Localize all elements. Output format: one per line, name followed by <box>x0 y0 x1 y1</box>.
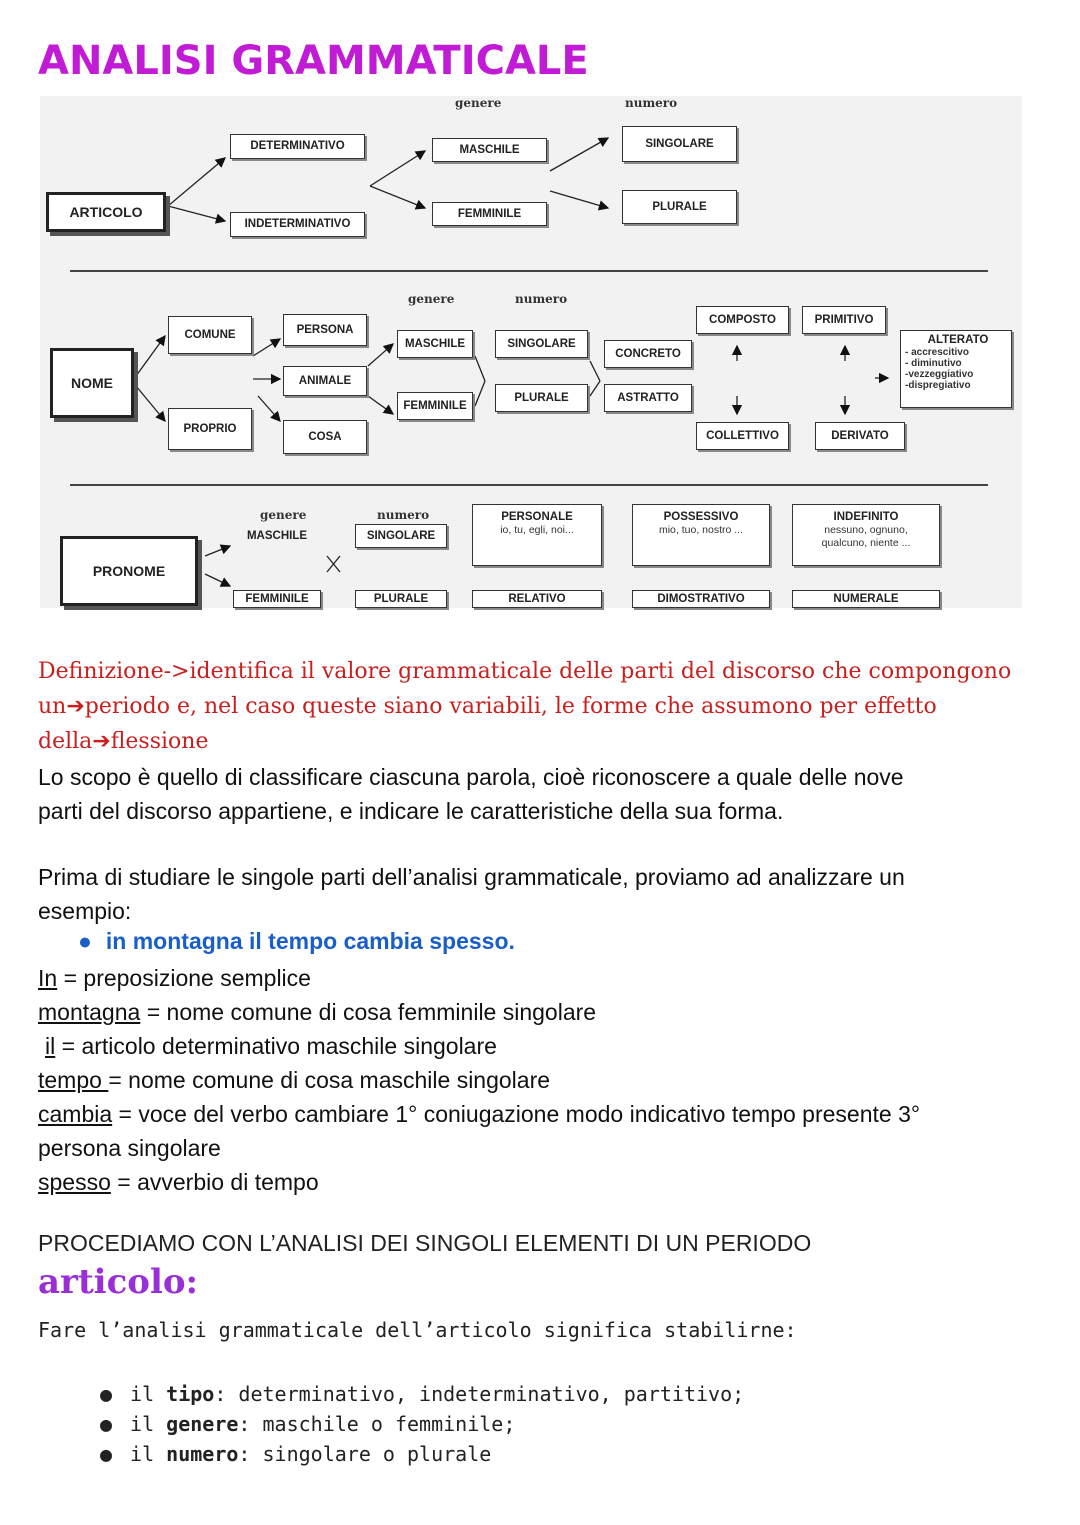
articolo-plurale-node: PLURALE <box>622 190 737 224</box>
astratto-node: ASTRATTO <box>604 384 692 412</box>
analysis-row <box>38 1063 920 1097</box>
bullet-post: : singolare o plurale <box>238 1442 492 1466</box>
dimostrativo-node: DIMOSTRATIVO <box>632 590 770 608</box>
indefinito-examples-2: qualcuno, niente ... <box>821 537 911 549</box>
pronome-singolare-node: SINGOLARE <box>355 524 447 548</box>
analysis-desc: = preposizione semplice <box>57 965 311 991</box>
bullet-post: : determinativo, indeterminativo, partitivo; <box>214 1382 745 1406</box>
indeterminativo-node: INDETERMINATIVO <box>230 212 365 237</box>
analysis-list <box>38 961 920 1199</box>
nome-node: NOME <box>50 348 134 418</box>
determinativo-node: DETERMINATIVO <box>230 134 365 159</box>
intro-line: Prima di studiare le singole parti dell’analisi grammaticale, proviamo ad analizzare un <box>38 864 905 890</box>
pronome-plurale-node: PLURALE <box>355 590 447 608</box>
articolo-maschile-node: MASCHILE <box>432 138 547 162</box>
personale-title: PERSONALE <box>501 511 573 523</box>
analysis-desc: = nome comune di cosa femminile singolare <box>140 999 597 1025</box>
articolo-bullet <box>100 1382 744 1406</box>
analysis-row <box>38 1097 920 1131</box>
derivato-node: DERIVATO <box>815 422 905 450</box>
analysis-row <box>38 1131 920 1165</box>
analysis-word: tempo <box>38 1067 109 1093</box>
collettivo-node: COLLETTIVO <box>696 422 789 450</box>
analysis-word: In <box>38 965 58 991</box>
indefinito-title: INDEFINITO <box>833 511 899 523</box>
nome-maschile-node: MASCHILE <box>397 330 473 358</box>
alterato-item: -dispregiativo <box>905 380 971 391</box>
definition-paragraph <box>38 654 1012 759</box>
comune-node: COMUNE <box>168 316 252 354</box>
articolo-singolare-node: SINGOLARE <box>622 126 737 162</box>
primitivo-node: PRIMITIVO <box>802 306 886 334</box>
animale-node: ANIMALE <box>283 366 367 396</box>
articolo-numero-label: numero <box>625 96 678 110</box>
articolo-node: ARTICOLO <box>46 192 166 232</box>
relativo-node: RELATIVO <box>472 590 602 608</box>
alterato-node <box>900 330 1012 408</box>
analysis-row <box>38 961 920 995</box>
bullet-icon: ● <box>100 1442 113 1466</box>
definition-line: della➔flessione <box>38 729 209 754</box>
separator <box>70 270 988 272</box>
proprio-node: PROPRIO <box>168 408 252 450</box>
alterato-item: -vezzeggiativo <box>905 369 974 380</box>
articolo-intro: Fare l’analisi grammaticale dell’articolo significa stabilirne: <box>38 1318 797 1342</box>
alterato-item: - diminutivo <box>905 358 962 369</box>
definition-line: un➔periodo e, nel caso queste siano variabili, le forme che assumono per effetto <box>38 694 937 719</box>
pronome-maschile-node: MASCHILE <box>246 529 308 542</box>
bullet-pre: il <box>130 1442 167 1466</box>
example-sentence <box>78 928 515 955</box>
bullet-key: numero <box>166 1442 239 1466</box>
pronome-femminile-node: FEMMINILE <box>233 590 321 608</box>
indefinito-examples-1: nessuno, ognuno, <box>824 524 908 536</box>
articolo-bullet <box>100 1442 491 1466</box>
scope-line: Lo scopo è quello di classificare ciascuna parola, cioè riconoscere a quale delle nove <box>38 764 904 790</box>
articolo-heading: articolo: <box>38 1262 199 1302</box>
bullet-key: tipo <box>166 1382 215 1406</box>
analysis-row <box>38 995 920 1029</box>
bullet-icon: ● <box>100 1382 113 1406</box>
pronome-node: PRONOME <box>60 536 198 606</box>
analysis-word: montagna <box>38 999 141 1025</box>
analysis-desc: = avverbio di tempo <box>110 1169 319 1195</box>
analysis-row <box>38 1165 920 1199</box>
bullet-icon: ● <box>100 1412 113 1436</box>
analysis-desc: persona singolare <box>38 1135 221 1161</box>
analysis-desc: = nome comune di cosa maschile singolare <box>108 1067 551 1093</box>
example-sentence-text: in montagna il tempo cambia spesso. <box>105 928 515 954</box>
section-subtitle: PROCEDIAMO CON L’ANALISI DEI SINGOLI ELEMENTI DI UN PERIODO <box>38 1230 812 1256</box>
analysis-desc: = articolo determinativo maschile singolare <box>55 1033 497 1059</box>
concreto-node: CONCRETO <box>604 340 692 368</box>
cosa-node: COSA <box>283 420 367 454</box>
pronome-numero-label: numero <box>377 508 430 522</box>
alterato-item: - accrescitivo <box>905 347 969 358</box>
possessivo-examples: mio, tuo, nostro ... <box>658 524 744 536</box>
intro-paragraph <box>38 860 905 928</box>
articolo-femminile-node: FEMMINILE <box>432 202 547 226</box>
analysis-word: spesso <box>38 1169 111 1195</box>
nome-plurale-node: PLURALE <box>495 384 588 412</box>
indefinito-node <box>792 504 940 566</box>
grammar-diagram <box>40 96 1022 608</box>
bullet-icon: ● <box>78 928 92 954</box>
persona-node: PERSONA <box>283 314 367 346</box>
intro-line: esempio: <box>38 898 132 924</box>
bullet-pre: il <box>130 1412 167 1436</box>
possessivo-node <box>632 504 770 566</box>
personale-node <box>472 504 602 566</box>
nome-numero-label: numero <box>515 292 568 306</box>
analysis-word: cambia <box>38 1101 113 1127</box>
definition-line: Definizione->identifica il valore grammaticale delle parti del discorso che compongono <box>38 659 1012 684</box>
alterato-title: ALTERATO <box>927 334 989 346</box>
bullet-post: : maschile o femminile; <box>238 1412 516 1436</box>
articolo-genere-label: genere <box>455 96 502 110</box>
composto-node: COMPOSTO <box>696 306 789 334</box>
page-title: ANALISI GRAMMATICALE <box>38 38 589 84</box>
scope-paragraph <box>38 760 904 828</box>
scope-line: parti del discorso appartiene, e indicare le caratteristiche della sua forma. <box>38 798 784 824</box>
separator <box>70 484 988 486</box>
nome-femminile-node: FEMMINILE <box>397 392 473 420</box>
personale-examples: io, tu, egli, noi... <box>500 524 574 536</box>
pronome-genere-label: genere <box>260 508 307 522</box>
analysis-word: il <box>45 1033 56 1059</box>
numerale-node: NUMERALE <box>792 590 940 608</box>
analysis-desc: = voce del verbo cambiare 1° coniugazione modo indicativo tempo presente 3° <box>112 1101 921 1127</box>
bullet-key: genere <box>166 1412 239 1436</box>
nome-singolare-node: SINGOLARE <box>495 330 588 358</box>
bullet-pre: il <box>130 1382 167 1406</box>
possessivo-title: POSSESSIVO <box>663 511 739 523</box>
analysis-row <box>38 1029 920 1063</box>
articolo-bullet <box>100 1412 515 1436</box>
nome-genere-label: genere <box>408 292 455 306</box>
